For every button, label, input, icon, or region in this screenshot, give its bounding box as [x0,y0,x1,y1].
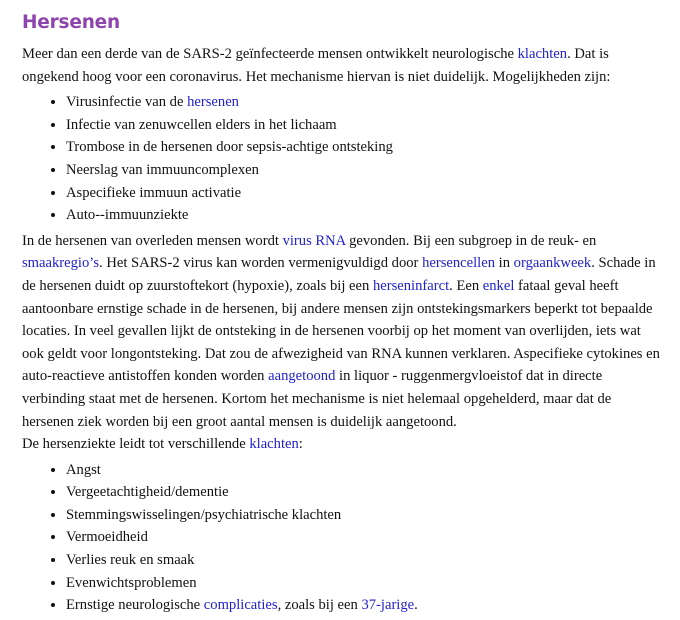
article [22,10,662,620]
possibilities-list [22,91,662,227]
complaints-intro-text: De hersenziekte leidt tot verschillende [22,436,250,453]
intro-paragraph [22,43,662,88]
list-item [66,526,662,549]
page-title: Hersenen [22,12,121,33]
list-item-text: Virusinfectie van de [66,94,188,111]
body-paragraph [22,230,662,433]
list-item-text: Auto--immuunziekte [66,207,189,224]
list-item-text: Vergeetachtigheid/dementie [66,484,229,501]
list-item [66,594,662,617]
body-text: . Het SARS-2 virus kan worden vermenigvuldigd door [99,255,423,272]
link-virus-rna[interactable]: virus RNA [282,232,346,249]
list-item [66,182,662,205]
list-item-text: . [414,597,418,614]
link-37-jarige[interactable]: 37-jarige [361,597,415,614]
body-text: fataal geval heeft aantoonbare ernstige schade in de hersenen, bij andere mensen zijn ontstekingsmarkers beperkt tot bepaalde locaties. In veel gevallen lijkt de ontsteking in de hersenen voorbij op het moment van overlijden, iets wat ook geldt voor longontsteking. Dat zou de afwezigheid van RNA kunnen verklaren. Aspecifieke cytokines en auto-reactieve antistoffen konden worden [22,277,660,385]
intro-text-2: . Dat is ongekend hoog voor een coronavirus. Het mechanisme hiervan is niet duidelijk. Mogelijkheden zijn: [22,46,611,85]
link-enkel[interactable]: enkel [482,277,515,294]
list-item [66,204,662,227]
list-item-text: Trombose in de hersenen door sepsis-achtige ontsteking [66,139,393,156]
list-item [66,136,662,159]
link-hersenen[interactable]: hersenen [187,94,239,111]
link-klachten[interactable]: klachten [517,46,568,62]
link-klachten-2[interactable]: klachten [249,436,299,453]
list-item-text: Verlies reuk en smaak [66,552,195,569]
list-item-text: Infectie van zenuwcellen elders in het lichaam [66,116,337,133]
complaints-intro [22,433,662,456]
complaints-list [22,459,662,617]
body-text: gevonden. Bij een subgroep in de reuk- en [345,232,597,249]
complaints-intro-suffix: : [298,436,303,453]
list-item [66,572,662,595]
list-item [66,459,662,482]
body-text: . Schade in de hersenen duidt op zuurstoftekort (hypoxie), zoals bij een [22,255,656,294]
body-text: In de hersenen van overleden mensen wordt [22,232,283,249]
link-smaakregios[interactable]: smaakregio’s [22,255,100,272]
link-complicaties[interactable]: complicaties [203,597,278,614]
list-item [66,504,662,527]
list-item [66,481,662,504]
list-item-text: Evenwichtsproblemen [66,574,197,591]
body-text: in liquor - ruggenmergvloeistof dat in directe verbinding staat met de hersenen. Kortom het mechanisme is niet helemaal opgehelderd, maar dat de hersenen ziek worden bij een groot aantal mensen is duidelijk aangetoond. [22,368,612,430]
link-hersencellen[interactable]: hersencellen [422,255,496,272]
body-text: . Een [449,277,483,294]
link-herseninfarct[interactable]: herseninfarct [372,277,450,294]
list-item-text: Aspecifieke immuun activatie [66,184,242,201]
list-item-text: Neerslag van immuuncomplexen [66,161,259,178]
link-aangetoond[interactable]: aangetoond [268,368,336,385]
list-item [66,549,662,572]
list-item-text: Stemmingswisselingen/psychiatrische klachten [66,506,342,523]
list-item [66,114,662,137]
list-item-text: , zoals bij een [277,597,362,614]
list-item-text: Vermoeidheid [66,529,148,546]
body-text: in [495,255,514,272]
link-orgaankweek[interactable]: orgaankweek [513,255,592,272]
list-item [66,91,662,114]
list-item-text: Ernstige neurologische [66,597,204,614]
list-item [66,159,662,182]
intro-text-1: Meer dan een derde van de SARS-2 geïnfecteerde mensen ontwikkelt neurologische [22,46,518,62]
list-item-text: Angst [66,461,101,478]
